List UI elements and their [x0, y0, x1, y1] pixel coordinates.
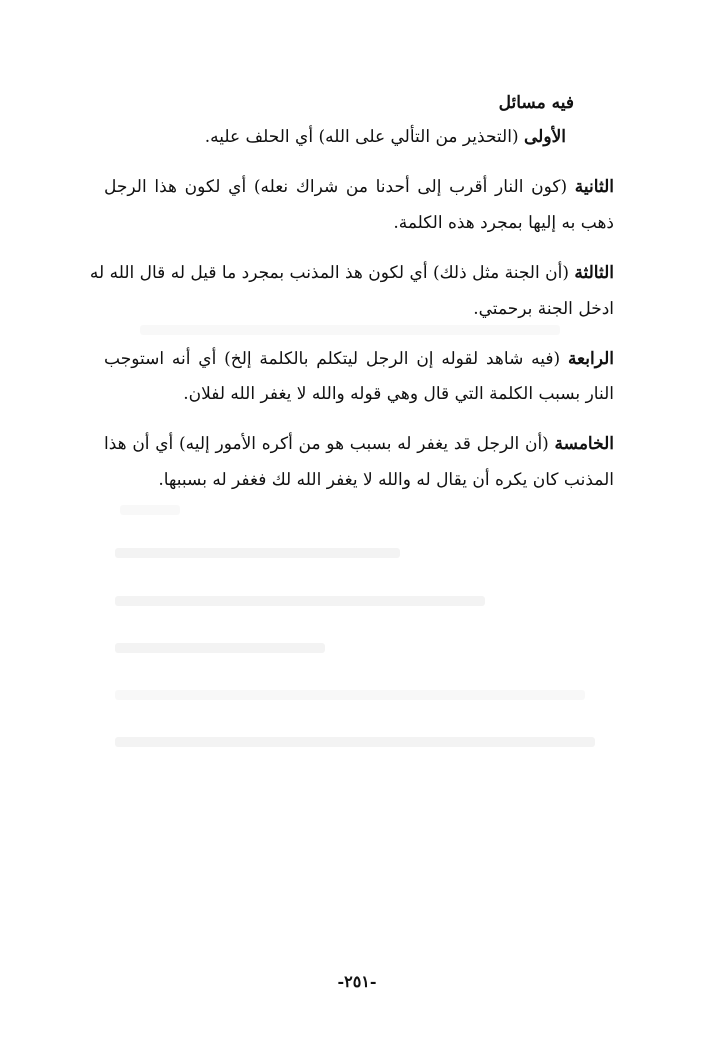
issue-2-label: الثانية — [574, 177, 614, 197]
issue-5-label: الخامسة — [554, 434, 614, 454]
section-heading: فيه مسائل — [498, 93, 574, 113]
bleed-through-mark — [115, 737, 595, 747]
bleed-through-mark — [120, 505, 180, 515]
issue-3-label: الثالثة — [574, 263, 614, 283]
bleed-through-mark — [115, 548, 400, 558]
issue-5-text-1: (أن الرجل قد يغفر له بسبب هو من أكره الأمور إليه) أي أن هذا — [104, 434, 549, 454]
issue-5-line-2: المذنب كان يكره أن يقال له والله لا يغفر الله لك فغفر له بسببها. — [158, 470, 614, 490]
issue-3-line-1 — [89, 262, 614, 284]
issue-5-line-1 — [104, 433, 614, 455]
issue-2-line-1 — [104, 176, 614, 198]
issue-2-line-2: ذهب به إليها بمجرد هذه الكلمة. — [393, 213, 614, 233]
bleed-through-mark — [140, 325, 560, 335]
issue-3-text-1: (أن الجنة مثل ذلك) أي لكون هذ المذنب بمجرد ما قيل له قال الله له — [89, 263, 569, 283]
bleed-through-mark — [115, 643, 325, 653]
issue-3-line-2: ادخل الجنة برحمتي. — [473, 299, 614, 319]
issue-4-label: الرابعة — [567, 349, 614, 369]
issue-4-line-1 — [104, 348, 614, 370]
issue-4-text-1: (فيه شاهد لقوله إن الرجل ليتكلم بالكلمة إلخ) أي أنه استوجب — [104, 349, 561, 369]
page-number: -٢٥١- — [337, 972, 377, 991]
issue-1-line-1 — [205, 126, 566, 148]
issue-1-label: الأولى — [524, 127, 566, 147]
bleed-through-mark — [115, 690, 585, 700]
bleed-through-mark — [115, 596, 485, 606]
issue-1-text: (التحذير من التألي على الله) أي الحلف عليه. — [204, 127, 519, 147]
issue-2-text-1: (كون النار أقرب إلى أحدنا من شراك نعله) أي لكون هذا الرجل — [104, 177, 568, 197]
issue-4-line-2: النار بسبب الكلمة التي قال وهي قوله والله لا يغفر الله لفلان. — [183, 384, 614, 404]
